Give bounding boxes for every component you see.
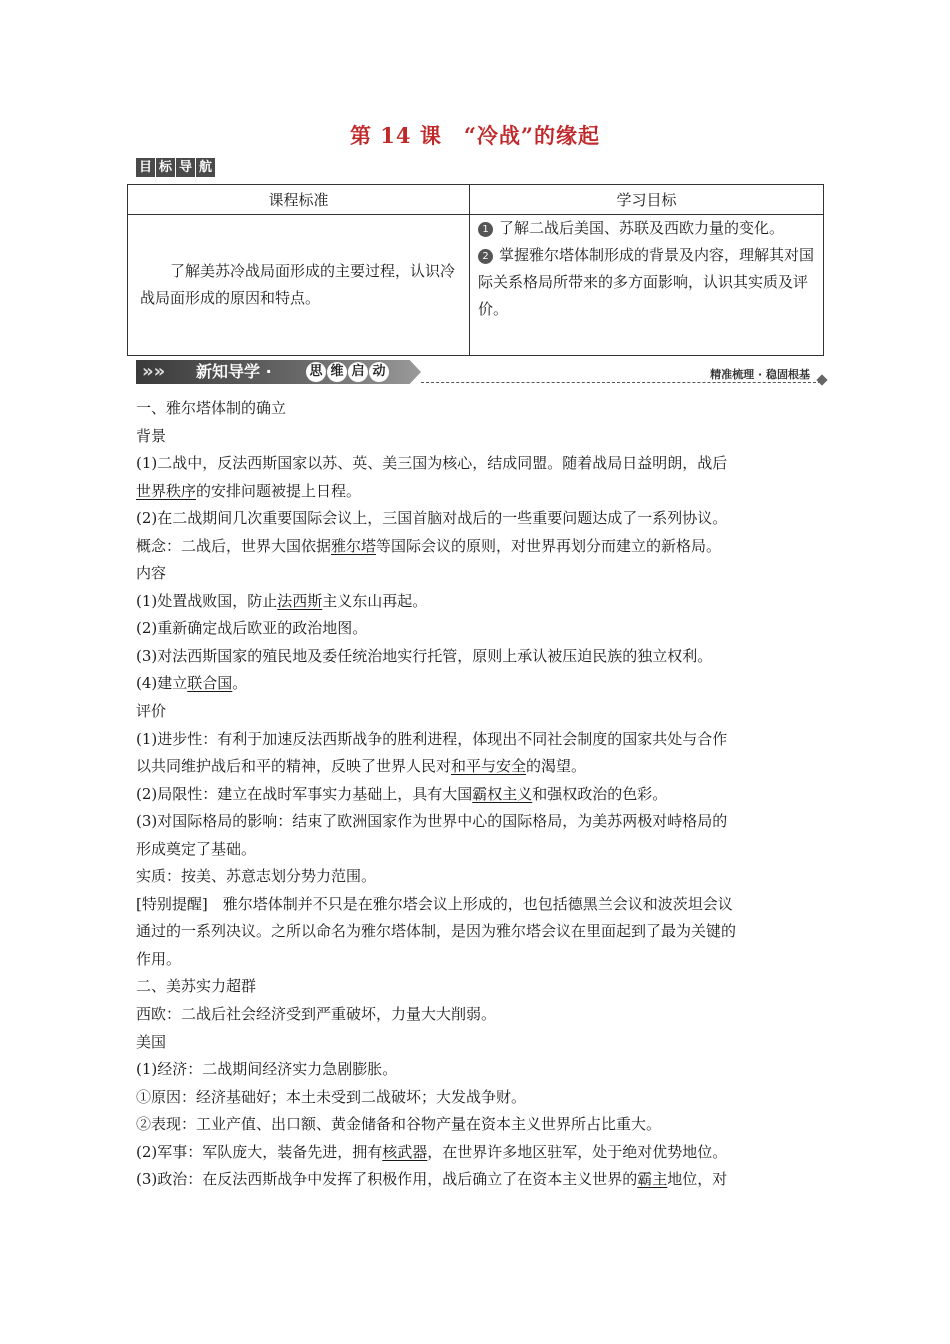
- standard-cell: [128, 215, 470, 356]
- double-chevron-icon: »»: [142, 361, 166, 382]
- paragraph-line: (2)局限性：建立在战时军事实力基础上，具有大国霸权主义和强权政治的色彩。: [136, 784, 668, 803]
- blank-answer: 霸主: [637, 1170, 668, 1189]
- paragraph-line: (3)对国际格局的影响：结束了欧洲国家作为世界中心的国际格局，为美苏两极对峙格局的: [136, 812, 728, 831]
- objective-item: 1 了解二战后美国、苏联及西欧力量的变化。: [478, 215, 815, 242]
- blank-answer: 法西斯: [277, 591, 323, 610]
- paragraph-line: ①原因：经济基础好；本土未受到二战破坏；大发战争财。: [136, 1087, 527, 1106]
- diamond-icon: [816, 374, 827, 385]
- section-heading: 二、美苏实力超群: [136, 977, 257, 996]
- subheading: 背景: [136, 426, 167, 445]
- paragraph-line: 世界秩序的安排问题被提上日程。: [136, 481, 362, 500]
- number-badge-icon: 2: [478, 249, 493, 264]
- objectives-cell: [470, 215, 824, 356]
- banner-tagline: 精准梳理 · 稳固根基: [710, 368, 810, 381]
- subheading: 内容: [136, 564, 167, 583]
- paragraph-line: 实质：按美、苏意志划分势力范围。: [136, 867, 377, 886]
- paragraph-line: (2)重新确定战后欧亚的政治地图。: [136, 619, 368, 638]
- blank-answer: 雅尔塔: [331, 536, 377, 555]
- paragraph-line: (1)经济：二战期间经济实力急剧膨胀。: [136, 1060, 398, 1079]
- paragraph-line: 通过的一系列决议。之所以命名为雅尔塔体制，是因为雅尔塔会议在里面起到了最为关键的: [136, 922, 737, 941]
- blank-answer: 联合国: [187, 674, 233, 693]
- banner-title: 新知导学 ·: [196, 362, 272, 381]
- blank-answer: 世界秩序: [136, 481, 197, 500]
- paragraph-line: (4)建立联合国。: [136, 674, 248, 693]
- section-badge-goals: 目 标 导 航: [136, 158, 216, 177]
- lesson-content: [136, 395, 816, 1194]
- paragraph-line: (3)对法西斯国家的殖民地及委任统治地实行托管，原则上承认被压迫民族的独立权利。: [136, 646, 713, 665]
- paragraph-line: (1)进步性：有利于加速反法西斯战争的胜利进程，体现出不同社会制度的国家共处与合作: [136, 729, 728, 748]
- section-banner: [136, 358, 826, 386]
- subheading: 评价: [136, 702, 167, 721]
- blank-answer: 和平与安全: [451, 757, 527, 776]
- paragraph-line: [特别提醒] 雅尔塔体制并不只是在雅尔塔会议上形成的，也包括德黑兰会议和波茨坦会议: [136, 894, 733, 913]
- section-heading: 一、雅尔塔体制的确立: [136, 399, 287, 417]
- paragraph-line: 作用。: [136, 949, 182, 968]
- divider: [421, 382, 821, 383]
- blank-answer: 霸权主义: [472, 784, 533, 803]
- paragraph-line: (1)二战中，反法西斯国家以苏、英、美三国为核心，结成同盟。随着战局日益明朗，战后: [136, 454, 728, 473]
- number-badge-icon: 1: [478, 222, 493, 237]
- paragraph-line: 以共同维护战后和平的精神，反映了世界人民对和平与安全的渴望。: [136, 757, 587, 776]
- subheading: 美国: [136, 1032, 167, 1051]
- table-header-standard: 课程标准: [128, 185, 470, 215]
- paragraph-line: (1)处置战败国，防止法西斯主义东山再起。: [136, 591, 428, 610]
- banner-subtitle: 思 维 启 动: [306, 360, 390, 382]
- paragraph-line: (2)在二战期间几次重要国际会议上，三国首脑对战后的一些重要问题达成了一系列协议。: [136, 509, 728, 528]
- blank-answer: 核武器: [382, 1142, 428, 1161]
- objective-item: 2 掌握雅尔塔体制形成的背景及内容，理解其对国际关系格局所带来的多方面影响，认识其实质及评价。: [478, 246, 815, 318]
- table-header-objectives: 学习目标: [470, 185, 824, 215]
- page-title: 第 14 课 “冷战”的缘起: [349, 123, 600, 148]
- paragraph-line: 概念：二战后，世界大国依据雅尔塔等国际会议的原则，对世界再划分而建立的新格局。: [136, 536, 722, 555]
- goals-table: [127, 184, 824, 356]
- paragraph-line: (3)政治：在反法西斯战争中发挥了积极作用，战后确立了在资本主义世界的霸主地位，对: [136, 1170, 728, 1189]
- standard-text: 了解美苏冷战局面形成的主要过程，认识冷战局面形成的原因和特点。: [140, 262, 456, 307]
- paragraph-line: ②表现：工业产值、出口额、黄金储备和谷物产量在资本主义世界所占比重大。: [136, 1115, 662, 1134]
- paragraph-line: 形成奠定了基础。: [136, 839, 257, 858]
- paragraph-line: (2)军事：军队庞大，装备先进，拥有核武器，在世界许多地区驻军，处于绝对优势地位。: [136, 1142, 728, 1161]
- paragraph-line: 西欧：二战后社会经济受到严重破坏，力量大大削弱。: [136, 1005, 497, 1024]
